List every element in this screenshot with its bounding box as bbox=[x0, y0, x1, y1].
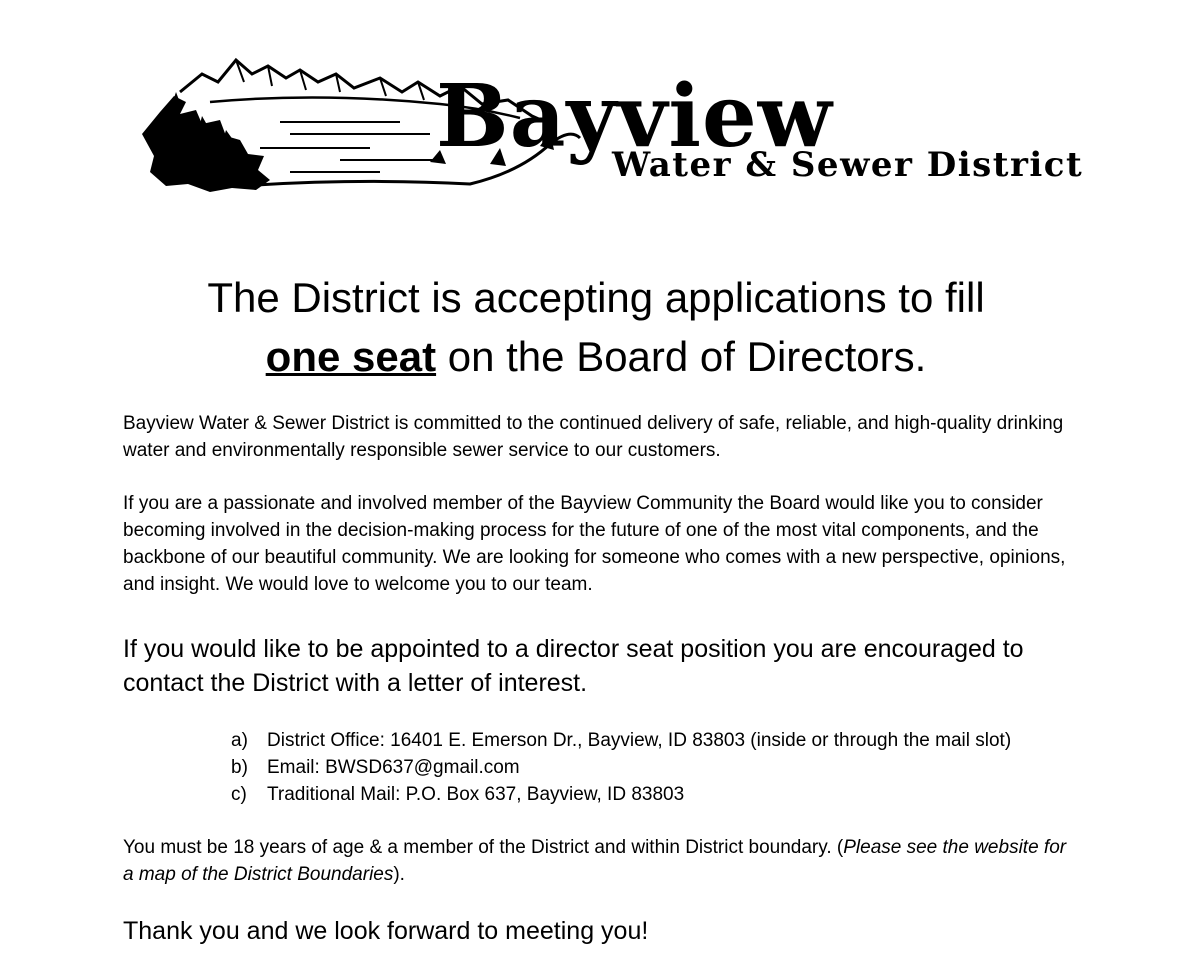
list-item bbox=[231, 754, 1011, 781]
logo-name: Bayview bbox=[436, 66, 833, 167]
intro-paragraph: Bayview Water & Sewer District is committed to the continued delivery of safe, reliable, and high-quality drinking water and environmentally responsible sewer service to our customers. bbox=[123, 413, 1064, 461]
contact-office: District Office: 16401 E. Emerson Dr., Bayview, ID 83803 (inside or through the mail slot) bbox=[267, 730, 1012, 751]
appointment-paragraph: If you would like to be appointed to a director seat position you are encouraged to contact the District with a letter of interest. bbox=[123, 635, 1024, 697]
headline-line-1: The District is accepting applications to fill bbox=[207, 274, 985, 321]
district-logo bbox=[140, 52, 1084, 194]
closing-line: Thank you and we look forward to meeting you! bbox=[123, 917, 649, 945]
list-item bbox=[231, 727, 1011, 754]
contact-email: Email: BWSD637@gmail.com bbox=[267, 757, 520, 778]
headline-emphasis: one seat bbox=[265, 333, 437, 380]
contact-mail: Traditional Mail: P.O. Box 637, Bayview, ID 83803 bbox=[267, 784, 685, 805]
list-marker: a) bbox=[231, 730, 248, 751]
contact-methods-list bbox=[231, 727, 1011, 808]
logo-tagline: Water & Sewer District bbox=[612, 145, 1084, 185]
eligibility-close: ). bbox=[393, 864, 405, 885]
eligibility-text: You must be 18 years of age & a member of the District and within District boundary. ( bbox=[123, 837, 844, 858]
invitation-paragraph: If you are a passionate and involved member of the Bayview Community the Board would like you to consider becoming involved in the decision-making process for the future of one of the most vital components, and the backbone of our beautiful community. We are looking for someone who comes with a new perspective, opinions, and insight. We would love to welcome you to our team. bbox=[123, 493, 1066, 595]
list-marker: b) bbox=[231, 757, 248, 778]
headline-line-2 bbox=[0, 327, 1192, 386]
page-title bbox=[0, 268, 1192, 386]
eligibility-paragraph bbox=[123, 834, 1068, 888]
headline-line-2-rest: on the Board of Directors. bbox=[436, 333, 927, 380]
list-marker: c) bbox=[231, 784, 247, 805]
list-item bbox=[231, 781, 1011, 808]
eligibility-note: Please see the website for a map of the District Boundaries bbox=[123, 837, 1067, 885]
